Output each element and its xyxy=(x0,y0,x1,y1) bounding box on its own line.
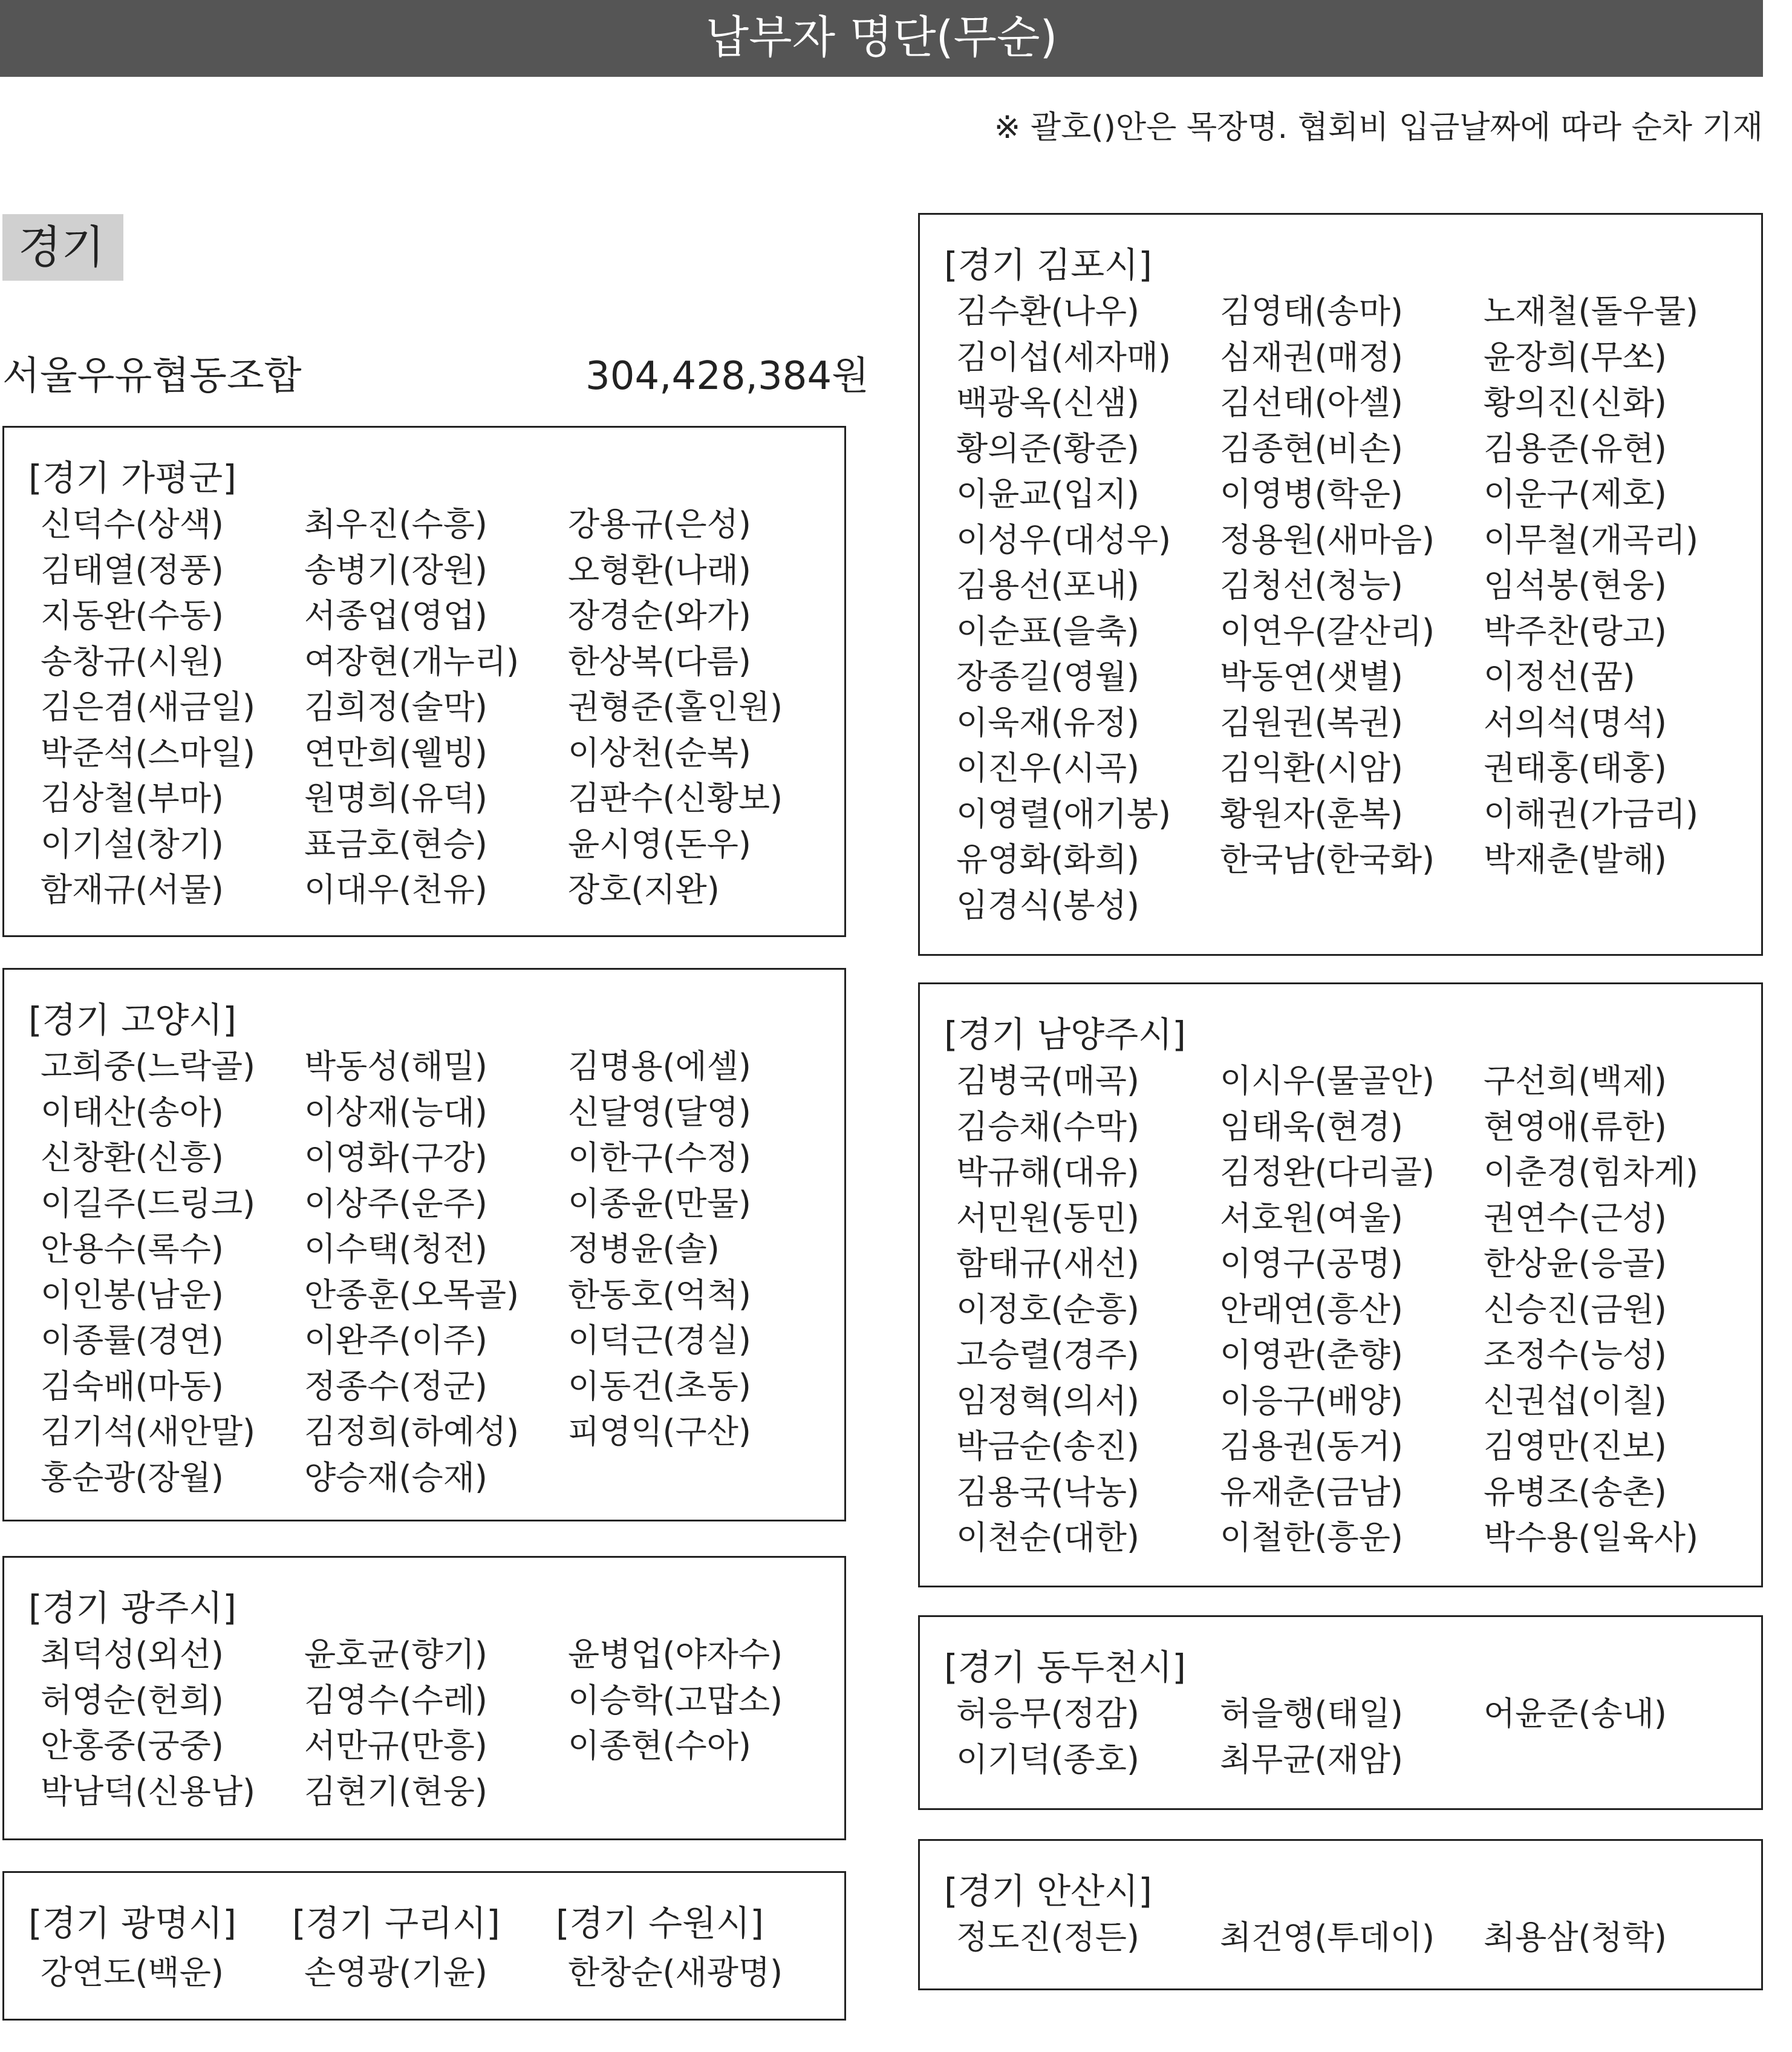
member-name: 고승렬(경주) xyxy=(956,1336,1139,1374)
member-name: 임정혁(의서) xyxy=(956,1381,1139,1420)
member-name: 이윤교(입지) xyxy=(956,475,1139,513)
member-name: 김영만(진보) xyxy=(1484,1427,1667,1465)
member-name: 이시우(물골안) xyxy=(1220,1062,1435,1100)
member-name: 황의준(황준) xyxy=(956,429,1139,468)
namyangju-name-grid xyxy=(956,1058,1755,1561)
member-name: 김명용(에셀) xyxy=(568,1047,751,1085)
goyang-name-grid xyxy=(41,1044,838,1500)
member-name: 이성우(대성우) xyxy=(956,520,1171,559)
member-name: 이인봉(남운) xyxy=(41,1275,224,1314)
member-name: 김수환(나우) xyxy=(956,292,1139,330)
member-name: 정도진(정든) xyxy=(956,1918,1139,1956)
namyangju-title: [경기 남양주시] xyxy=(944,1014,1186,1055)
member-name: 서호원(여울) xyxy=(1220,1198,1403,1237)
member-name: 신달영(달영) xyxy=(568,1093,751,1131)
note-text: ※ 괄호()안은 목장명. 협회비 입금날짜에 따라 순차 기재 xyxy=(994,109,1763,146)
member-name: 윤병업(야자수) xyxy=(568,1635,783,1673)
member-name: 장종길(영월) xyxy=(956,658,1139,696)
member-name: 박재춘(발해) xyxy=(1484,840,1667,878)
union-amount: 304,428,384원 xyxy=(585,354,869,399)
member-name: 박동연(샛별) xyxy=(1220,658,1403,696)
member-name: 송창규(시원) xyxy=(41,642,224,681)
member-name: 송병기(장원) xyxy=(304,551,487,589)
member-name: 이기덕(종호) xyxy=(956,1740,1139,1779)
member-name: 최건영(투데이) xyxy=(1220,1918,1435,1956)
member-name: 김판수(신황보) xyxy=(568,779,783,817)
member-name: 피영익(구산) xyxy=(568,1413,751,1451)
goyang-title: [경기 고양시] xyxy=(28,999,236,1041)
member-name: 이승학(고맙소) xyxy=(568,1681,783,1719)
member-name: 김용선(포내) xyxy=(956,566,1139,604)
gwangmyeong-name: 강연도(백운) xyxy=(41,1953,224,1992)
page-title: 납부자 명단(무순) xyxy=(0,0,1763,77)
dongducheon-name-grid xyxy=(956,1691,1755,1782)
gwangju-title: [경기 광주시] xyxy=(28,1587,236,1629)
member-name: 이천순(대한) xyxy=(956,1518,1139,1557)
gimpo-name-grid xyxy=(956,289,1755,928)
member-name: 권태홍(태홍) xyxy=(1484,749,1667,787)
member-name: 김청선(청능) xyxy=(1220,566,1403,604)
member-name: 홍순광(장월) xyxy=(41,1458,224,1497)
member-name: 황원자(훈복) xyxy=(1220,794,1403,833)
member-name: 이종률(경연) xyxy=(41,1321,224,1359)
member-name: 김익환(시암) xyxy=(1220,749,1403,787)
member-name: 이욱재(유정) xyxy=(956,703,1139,742)
member-name: 이춘경(힘차게) xyxy=(1484,1153,1699,1191)
member-name: 이진우(시곡) xyxy=(956,749,1139,787)
member-name: 이운구(제호) xyxy=(1484,475,1667,513)
member-name: 이영화(구강) xyxy=(304,1139,487,1177)
dongducheon-title: [경기 동두천시] xyxy=(944,1647,1186,1688)
member-name: 허영순(헌희) xyxy=(41,1681,224,1719)
member-name: 안홍중(궁중) xyxy=(41,1727,224,1765)
member-name: 이연우(갈산리) xyxy=(1220,612,1435,650)
member-name: 유병조(송촌) xyxy=(1484,1472,1667,1511)
member-name: 김기석(새안말) xyxy=(41,1413,256,1451)
member-name: 신창환(신흥) xyxy=(41,1139,224,1177)
member-name: 이완주(이주) xyxy=(304,1321,487,1359)
member-name: 김원권(복권) xyxy=(1220,703,1403,742)
member-name: 이무철(개곡리) xyxy=(1484,520,1699,559)
member-name: 양승재(승재) xyxy=(304,1458,487,1497)
member-name: 이종윤(만물) xyxy=(568,1184,751,1223)
member-name: 김희정(술막) xyxy=(304,688,487,726)
suwon-title: [경기 수원시] xyxy=(556,1903,764,1944)
member-name: 신덕수(상색) xyxy=(41,505,224,543)
member-name: 이상재(능대) xyxy=(304,1093,487,1131)
member-name: 이영관(춘향) xyxy=(1220,1336,1403,1374)
member-name: 서민원(동민) xyxy=(956,1198,1139,1237)
member-name: 오형환(나래) xyxy=(568,551,751,589)
member-name: 박금순(송진) xyxy=(956,1427,1139,1465)
member-name: 김승채(수막) xyxy=(956,1107,1139,1146)
member-name: 지동완(수동) xyxy=(41,596,224,635)
member-name: 이정호(순흥) xyxy=(956,1290,1139,1328)
union-name: 서울우유협동조합 xyxy=(2,354,302,399)
member-name: 임경식(봉성) xyxy=(956,886,1139,924)
member-name: 박동성(해밀) xyxy=(304,1047,487,1085)
gapyeong-box xyxy=(2,426,846,937)
namyangju-box xyxy=(918,982,1763,1587)
member-name: 황의진(신화) xyxy=(1484,384,1667,422)
member-name: 어윤준(송내) xyxy=(1484,1694,1667,1733)
member-name: 유재춘(금남) xyxy=(1220,1472,1403,1511)
dongducheon-box xyxy=(918,1615,1763,1810)
member-name: 정종수(정군) xyxy=(304,1367,487,1405)
member-name: 이수택(청전) xyxy=(304,1230,487,1268)
member-name: 김이섭(세자매) xyxy=(956,338,1171,376)
member-name: 한상윤(응골) xyxy=(1484,1244,1667,1282)
member-name: 최용삼(청학) xyxy=(1484,1918,1667,1956)
goyang-box xyxy=(2,968,846,1521)
member-name: 장호(지완) xyxy=(568,871,720,909)
member-name: 박남덕(신용남) xyxy=(41,1772,256,1811)
member-name: 유영화(화희) xyxy=(956,840,1139,878)
member-name: 김용국(낙농) xyxy=(956,1472,1139,1511)
member-name: 이정선(꿈) xyxy=(1484,658,1635,696)
member-name: 김정희(하예성) xyxy=(304,1413,520,1451)
member-name: 김태열(정풍) xyxy=(41,551,224,589)
member-name: 윤시영(돈우) xyxy=(568,825,751,863)
member-name: 한상복(다름) xyxy=(568,642,751,681)
member-name: 윤호균(향기) xyxy=(304,1635,487,1673)
member-name: 서종업(영업) xyxy=(304,596,487,635)
member-name: 이순표(을축) xyxy=(956,612,1139,650)
member-name: 서의석(명석) xyxy=(1484,703,1667,742)
member-name: 표금호(현승) xyxy=(304,825,487,863)
member-name: 서만규(만흥) xyxy=(304,1727,487,1765)
member-name: 노재철(돌우물) xyxy=(1484,292,1699,330)
member-name: 윤장희(무쏘) xyxy=(1484,338,1667,376)
member-name: 이상천(순복) xyxy=(568,733,751,772)
member-name: 이동건(초동) xyxy=(568,1367,751,1405)
member-name: 연만희(웰빙) xyxy=(304,733,487,772)
member-name: 이한구(수정) xyxy=(568,1139,751,1177)
member-name: 임석봉(현웅) xyxy=(1484,566,1667,604)
member-name: 이상주(운주) xyxy=(304,1184,487,1223)
member-name: 최무균(재암) xyxy=(1220,1740,1403,1779)
member-name: 함재규(서물) xyxy=(41,871,224,909)
member-name: 신권섭(이칠) xyxy=(1484,1381,1667,1420)
member-name: 김영수(수레) xyxy=(304,1681,487,1719)
member-name: 현영애(류한) xyxy=(1484,1107,1667,1146)
member-name: 한동호(억척) xyxy=(568,1275,751,1314)
member-name: 이영병(학운) xyxy=(1220,475,1403,513)
member-name: 안종훈(오목골) xyxy=(304,1275,520,1314)
gwangju-name-grid xyxy=(41,1632,838,1814)
member-name: 이기설(창기) xyxy=(41,825,224,863)
member-name: 김영태(송마) xyxy=(1220,292,1403,330)
member-name: 백광옥(신샘) xyxy=(956,384,1139,422)
region-label: 경기 xyxy=(2,214,123,281)
member-name: 이철한(흥운) xyxy=(1220,1518,1403,1557)
member-name: 장경순(와가) xyxy=(568,596,751,635)
ansan-box xyxy=(918,1839,1763,1990)
member-name: 이태산(송아) xyxy=(41,1093,224,1131)
small-regions-box xyxy=(2,1871,846,2021)
member-name: 정용원(새마음) xyxy=(1220,520,1435,559)
gimpo-box xyxy=(918,213,1763,956)
member-name: 박규해(대유) xyxy=(956,1153,1139,1191)
guri-title: [경기 구리시] xyxy=(292,1903,500,1944)
gimpo-title: [경기 김포시] xyxy=(944,244,1152,286)
member-name: 이덕근(경실) xyxy=(568,1321,751,1359)
member-name: 최덕성(외선) xyxy=(41,1635,224,1673)
member-name: 임태욱(현경) xyxy=(1220,1107,1403,1146)
member-name: 김선태(아셀) xyxy=(1220,384,1403,422)
member-name: 함태규(새선) xyxy=(956,1244,1139,1282)
member-name: 안용수(록수) xyxy=(41,1230,224,1268)
member-name: 안래연(흥산) xyxy=(1220,1290,1403,1328)
member-name: 이영렬(애기봉) xyxy=(956,794,1171,833)
member-name: 구선희(백제) xyxy=(1484,1062,1667,1100)
member-name: 김종현(비손) xyxy=(1220,429,1403,468)
member-name: 이대우(천유) xyxy=(304,871,487,909)
member-name: 정병윤(솔) xyxy=(568,1230,720,1268)
member-name: 김숙배(마동) xyxy=(41,1367,224,1405)
member-name: 조정수(능성) xyxy=(1484,1336,1667,1374)
gwangju-box xyxy=(2,1556,846,1840)
suwon-name: 한창순(새광명) xyxy=(568,1953,783,1992)
member-name: 강용규(은성) xyxy=(568,505,751,543)
member-name: 여장현(개누리) xyxy=(304,642,520,681)
member-name: 김병국(매곡) xyxy=(956,1062,1139,1100)
member-name: 고희중(느락골) xyxy=(41,1047,256,1085)
member-name: 권연수(근성) xyxy=(1484,1198,1667,1237)
member-name: 허을행(태일) xyxy=(1220,1694,1403,1733)
member-name: 이영구(공명) xyxy=(1220,1244,1403,1282)
member-name: 박주찬(랑고) xyxy=(1484,612,1667,650)
gapyeong-title: [경기 가평군] xyxy=(28,457,236,498)
member-name: 이응구(배양) xyxy=(1220,1381,1403,1420)
member-name: 이길주(드링크) xyxy=(41,1184,256,1223)
member-name: 김현기(현웅) xyxy=(304,1772,487,1811)
member-name: 김은겸(새금일) xyxy=(41,688,256,726)
member-name: 김용권(동거) xyxy=(1220,1427,1403,1465)
member-name: 김용준(유현) xyxy=(1484,429,1667,468)
member-name: 박수용(일육사) xyxy=(1484,1518,1699,1557)
member-name: 이종현(수아) xyxy=(568,1727,751,1765)
member-name: 권형준(홀인원) xyxy=(568,688,783,726)
member-name: 이해권(가금리) xyxy=(1484,794,1699,833)
member-name: 김정완(다리골) xyxy=(1220,1153,1435,1191)
member-name: 신승진(금원) xyxy=(1484,1290,1667,1328)
guri-name: 손영광(기윤) xyxy=(304,1953,487,1992)
ansan-name-grid xyxy=(956,1915,1755,1961)
gwangmyeong-title: [경기 광명시] xyxy=(28,1903,236,1944)
member-name: 심재권(매정) xyxy=(1220,338,1403,376)
member-name: 김상철(부마) xyxy=(41,779,224,817)
member-name: 원명희(유덕) xyxy=(304,779,487,817)
member-name: 허응무(정감) xyxy=(956,1694,1139,1733)
ansan-title: [경기 안산시] xyxy=(944,1871,1152,1912)
gapyeong-name-grid xyxy=(41,502,838,913)
member-name: 최우진(수흥) xyxy=(304,505,487,543)
member-name: 한국남(한국화) xyxy=(1220,840,1435,878)
member-name: 박준석(스마일) xyxy=(41,733,256,772)
